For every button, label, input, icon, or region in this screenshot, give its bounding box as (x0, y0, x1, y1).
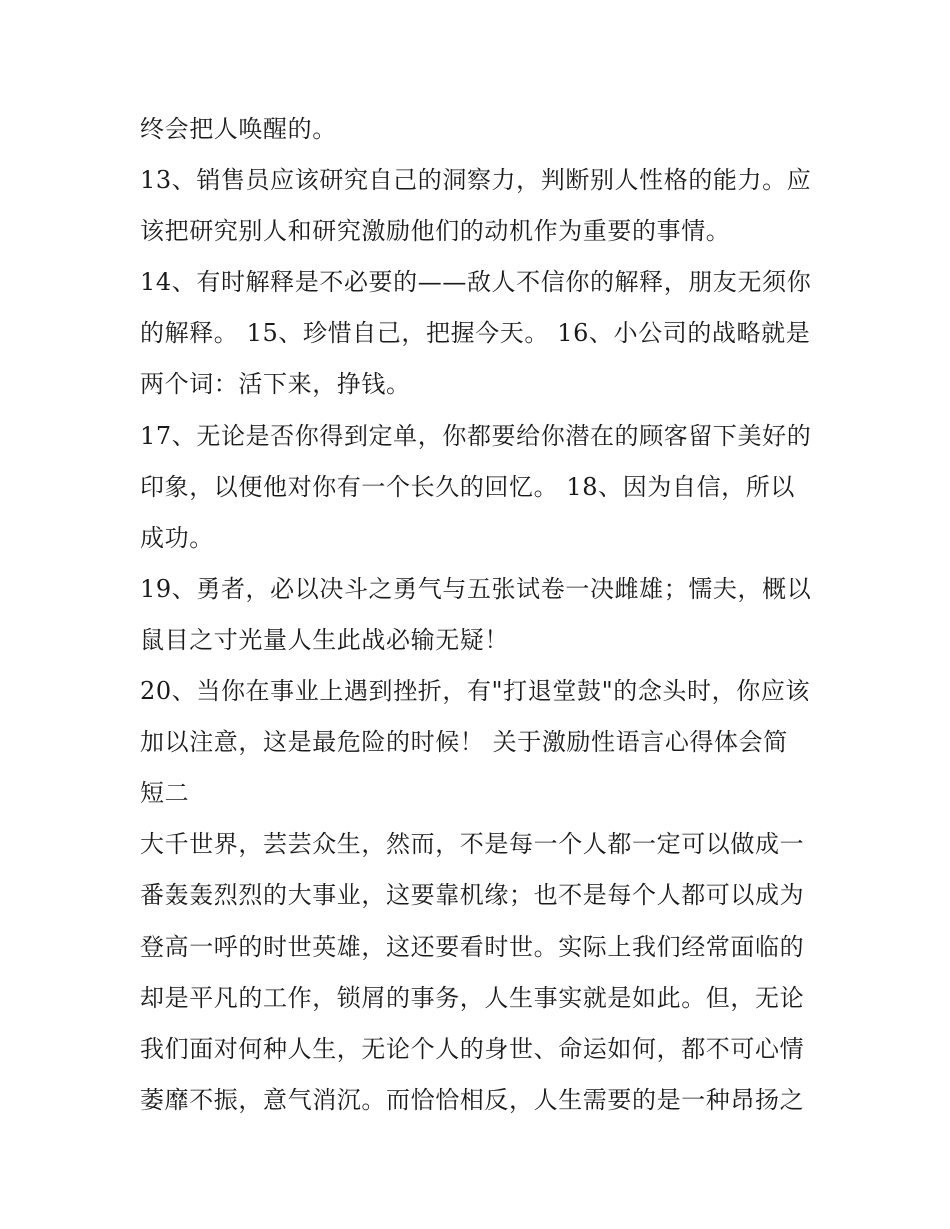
text-line: 番轰轰烈烈的大事业，这要靠机缘；也不是每个人都可以成为 (140, 881, 805, 910)
text-line: 鼠目之寸光量人生此战必输无疑！ (140, 625, 509, 654)
text-line: 的解释。 15、珍惜自己，把握今天。 16、小公司的战略就是 (140, 319, 811, 348)
text-line: 终会把人唤醒的。 (140, 115, 337, 143)
text-line: 登高一呼的时世英雄，这还要看时世。实际上我们经常面临的 (140, 932, 805, 961)
text-line: 萎靡不振，意气消沉。而恰恰相反，人生需要的是一种昂扬之 (140, 1085, 805, 1114)
text-line: 19、勇者，必以决斗之勇气与五张试卷一决雌雄；懦夫，概以 (140, 574, 812, 603)
text-line: 该把研究别人和研究激励他们的动机作为重要的事情。 (140, 217, 731, 246)
text-line: 大千世界，芸芸众生，然而，不是每一个人都一定可以做成一 (140, 830, 805, 859)
text-line: 却是平凡的工作，锁屑的事务，人生事实就是如此。但，无论 (140, 983, 805, 1012)
text-line: 17、无论是否你得到定单，你都要给你潜在的顾客留下美好的 (140, 421, 812, 450)
text-line: 我们面对何种人生，无论个人的身世、命运如何，都不可心情 (140, 1034, 805, 1063)
text-line: 20、当你在事业上遇到挫折，有"打退堂鼓"的念头时，你应该 (140, 677, 811, 706)
text-line: 印象，以便他对你有一个长久的回忆。 18、因为自信，所以 (140, 472, 795, 501)
text-line: 两个词：活下来，挣钱。 (140, 370, 411, 399)
text-line: 短二 (140, 779, 190, 808)
body-text (140, 104, 820, 1126)
text-line: 14、有时解释是不必要的——敌人不信你的解释，朋友无须你 (140, 268, 812, 297)
text-line: 13、销售员应该研究自己的洞察力，判断别人性格的能力。应 (140, 166, 812, 195)
text-line: 成功。 (140, 523, 214, 552)
text-line: 加以注意，这是最危险的时候！ 关于激励性语言心得体会简 (140, 728, 788, 757)
